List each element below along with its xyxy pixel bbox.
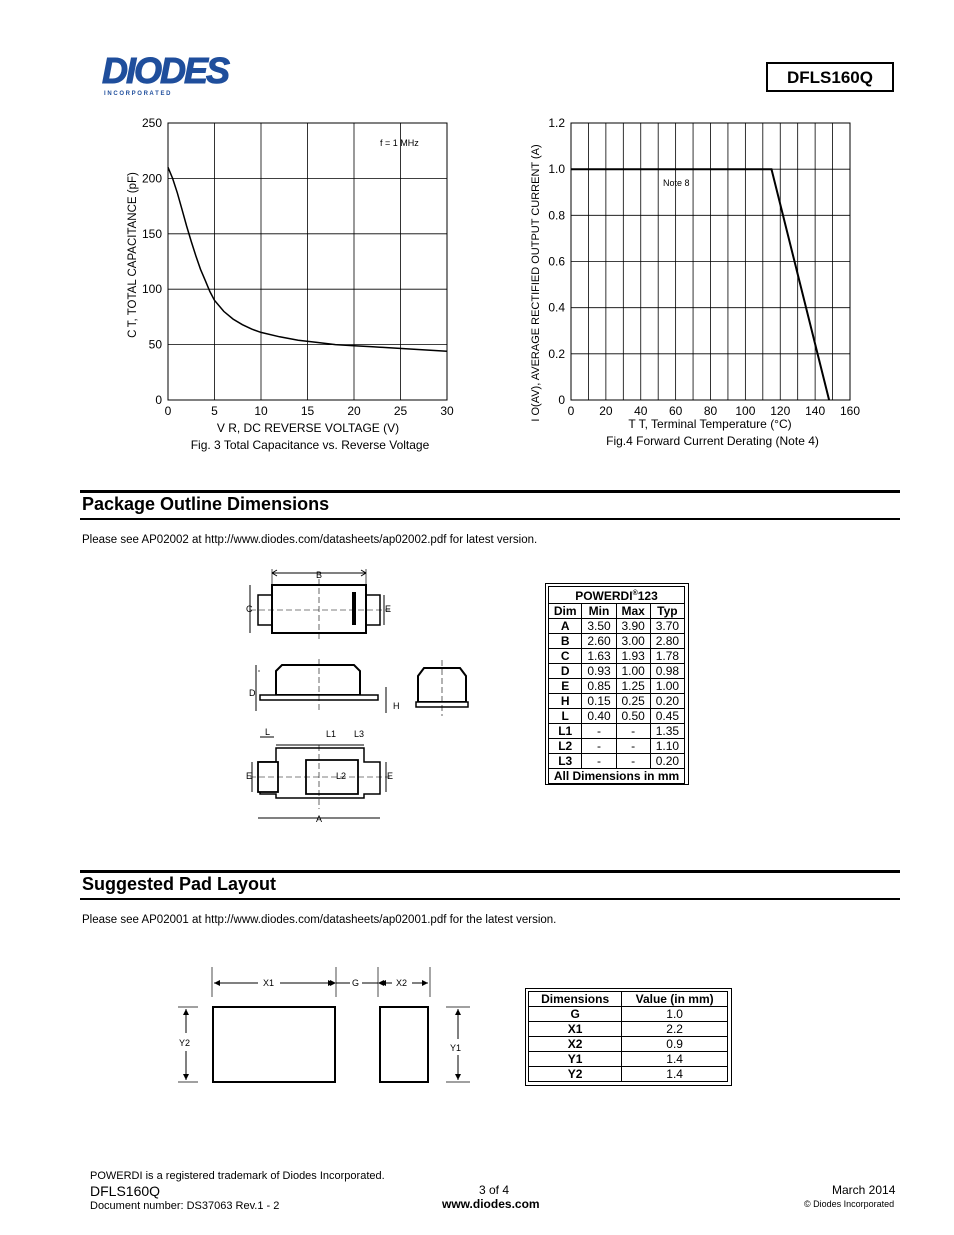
- part-number-box: DFLS160Q: [766, 62, 894, 92]
- package-outline-title: Package Outline Dimensions: [82, 494, 330, 514]
- fig4-x-axis-label: T T, Terminal Temperature (°C): [628, 417, 792, 431]
- package-table-header-cell: Typ: [650, 604, 684, 619]
- fig4-x-tick-label: 20: [599, 404, 613, 418]
- package-table-cell: -: [616, 754, 650, 769]
- pad-table-cell: X1: [529, 1022, 622, 1037]
- package-table-cell: 1.63: [582, 649, 616, 664]
- package-table-cell: 0.15: [582, 694, 616, 709]
- package-table-row: [549, 754, 685, 769]
- package-table-cell: H: [549, 694, 582, 709]
- package-table-cell: E: [549, 679, 582, 694]
- pad-table-cell: 2.2: [622, 1022, 728, 1037]
- pad-table-header-row: [529, 992, 728, 1007]
- dim-label-l3: L3: [354, 729, 365, 739]
- dim-label-l1: L1: [326, 729, 337, 739]
- pad-layout-note: Please see AP02001 at http://www.diodes.com/datasheets/ap02001.pdf for the latest version.: [82, 914, 557, 926]
- footer-date: March 2014: [832, 1183, 896, 1197]
- fig4-x-tick-label: 80: [703, 404, 718, 418]
- dim-label-e-top: E: [385, 604, 392, 614]
- derating-chart: [525, 115, 870, 435]
- package-table-row: [549, 694, 685, 709]
- pad-table-row: [529, 1022, 728, 1037]
- package-table-cell: 1.93: [616, 649, 650, 664]
- package-table-cell: 0.45: [650, 709, 684, 724]
- package-dim-table: [548, 586, 685, 784]
- pad-layout-title: Suggested Pad Layout: [82, 874, 277, 894]
- package-table-cell: -: [582, 724, 616, 739]
- package-table-row: [549, 724, 685, 739]
- package-table-body: [549, 619, 685, 769]
- pad-table-cell: 1.4: [622, 1052, 728, 1067]
- pad-table-header-cell: Value (in mm): [622, 992, 728, 1007]
- package-table-cell: -: [582, 739, 616, 754]
- pad-dimensions-table: [528, 991, 728, 1082]
- fig4-x-tick-label: 40: [634, 404, 648, 418]
- package-table-cell: L3: [549, 754, 582, 769]
- pad-table-row: [529, 1007, 728, 1022]
- package-table-cell: 0.20: [650, 754, 684, 769]
- package-table-cell: 3.00: [616, 634, 650, 649]
- fig3-y-tick-label: 50: [148, 337, 162, 352]
- footer-trademark: POWERDI is a registered trademark of Diodes Incorporated.: [90, 1170, 385, 1182]
- package-table-cell: L2: [549, 739, 582, 754]
- package-table-header-row: [549, 604, 685, 619]
- package-table-cell: D: [549, 664, 582, 679]
- dim-label-e-left: E: [246, 771, 253, 781]
- package-table-cell: 3.70: [650, 619, 684, 634]
- package-table-cell: 3.90: [616, 619, 650, 634]
- fig3-y-tick-label: 200: [141, 171, 162, 186]
- pad-table-cell: 0.9: [622, 1037, 728, 1052]
- section-rule-top: [80, 870, 900, 873]
- diodes-logo: [100, 50, 270, 100]
- fig3-x-tick-label: 30: [440, 404, 454, 418]
- capacitance-chart: [110, 115, 470, 460]
- pad-table-row: [529, 1052, 728, 1067]
- fig4-y-tick-label: 0.4: [548, 300, 565, 315]
- package-table-cell: 0.85: [582, 679, 616, 694]
- package-table-header-cell: Max: [616, 604, 650, 619]
- package-table-cell: 1.35: [650, 724, 684, 739]
- package-table-cell: 1.78: [650, 649, 684, 664]
- package-outline-note: Please see AP02002 at http://www.diodes.com/datasheets/ap02002.pdf for latest version.: [82, 534, 538, 546]
- fig4-annotation: Note 8: [663, 178, 690, 188]
- package-table-cell: L1: [549, 724, 582, 739]
- package-table-cell: 1.00: [616, 664, 650, 679]
- package-table-row: [549, 619, 685, 634]
- pad-table-cell: 1.4: [622, 1067, 728, 1082]
- package-table-cell: 1.25: [616, 679, 650, 694]
- fig4-y-axis-label: I O(AV), AVERAGE RECTIFIED OUTPUT CURRENT (A): [530, 144, 542, 422]
- package-table-cell: -: [616, 739, 650, 754]
- package-table-title-text: POWERDI: [575, 589, 633, 603]
- pad-table-cell: X2: [529, 1037, 622, 1052]
- fig3-y-tick-label: 150: [141, 226, 162, 241]
- fig4-y-tick-label: 0.8: [548, 208, 565, 223]
- fig4-x-tick-label: 120: [770, 404, 791, 418]
- fig4-y-tick-label: 1.2: [548, 116, 565, 130]
- dim-label-d: D: [249, 688, 256, 698]
- package-table-cell: B: [549, 634, 582, 649]
- package-table-header-cell: Dim: [549, 604, 582, 619]
- package-table-row: [549, 634, 685, 649]
- pad-label-x2: X2: [396, 978, 408, 988]
- fig3-x-axis-label: V R, DC REVERSE VOLTAGE (V): [216, 421, 400, 435]
- fig4-x-tick-label: 140: [805, 404, 826, 418]
- package-end-view: [412, 660, 472, 716]
- fig4-y-tick-label: 0.2: [548, 346, 565, 361]
- package-table-cell: 0.20: [650, 694, 684, 709]
- package-table-cell: C: [549, 649, 582, 664]
- logo-subtext: I N C O R P O R A T E D: [104, 91, 171, 97]
- package-table-cell: L: [549, 709, 582, 724]
- package-table-row: [549, 709, 685, 724]
- fig3-grid: [168, 123, 447, 400]
- pad-table-cell: Y2: [529, 1067, 622, 1082]
- fig3-x-tick-label: 0: [164, 404, 172, 418]
- fig4-grid: [571, 123, 850, 400]
- pad-layout-drawing: [170, 965, 480, 1090]
- fig4-x-tick-label: 60: [668, 404, 683, 418]
- pad-table-row: [529, 1067, 728, 1082]
- package-table-footer: All Dimensions in mm: [549, 769, 685, 784]
- fig3-tick-labels: [142, 116, 454, 418]
- dim-label-e-right: E: [387, 771, 394, 781]
- fig4-y-tick-label: 1.0: [548, 162, 565, 177]
- fig3-x-tick-label: 10: [254, 404, 268, 418]
- pad-label-g: G: [352, 978, 360, 988]
- logo-text: DIODES: [102, 50, 229, 91]
- pad-table-row: [529, 1037, 728, 1052]
- footer-part: DFLS160Q: [90, 1183, 161, 1199]
- fig4-caption: Fig.4 Forward Current Derating (Note 4): [606, 434, 819, 448]
- fig3-annotation: f = 1 MHz: [380, 138, 419, 148]
- section-rule-bottom: [80, 898, 900, 900]
- package-table-row: [549, 679, 685, 694]
- fig4-tick-labels: [548, 116, 860, 418]
- package-table-cell: A: [549, 619, 582, 634]
- package-table-cell: 0.50: [616, 709, 650, 724]
- pad-table-cell: Y1: [529, 1052, 622, 1067]
- fig3-x-tick-label: 25: [393, 404, 408, 418]
- pad-label-x1: X1: [263, 978, 275, 988]
- fig3-y-tick-label: 100: [141, 282, 162, 297]
- footer-url[interactable]: www.diodes.com: [442, 1197, 540, 1211]
- package-table-cell: -: [616, 724, 650, 739]
- dim-label-l: L: [265, 727, 271, 737]
- package-table-cell: 2.60: [582, 634, 616, 649]
- fig4-x-tick-label: 0: [567, 404, 575, 418]
- package-table-row: [549, 739, 685, 754]
- package-table-cell: -: [582, 754, 616, 769]
- package-outline-drawing: [240, 565, 410, 827]
- footer-copyright: © Diodes Incorporated: [804, 1199, 895, 1209]
- fig3-caption: Fig. 3 Total Capacitance vs. Reverse Voltage: [190, 438, 430, 452]
- fig4-y-tick-label: 0.6: [548, 254, 565, 269]
- dim-label-h: H: [393, 701, 400, 711]
- fig3-y-tick-label: 250: [141, 116, 162, 130]
- pad-table-header-cell: Dimensions: [529, 992, 622, 1007]
- package-table-cell: 2.80: [650, 634, 684, 649]
- package-table-cell: 3.50: [582, 619, 616, 634]
- dim-label-l2: L2: [336, 771, 347, 781]
- package-table-title-sup: ®: [632, 590, 638, 597]
- package-table-title: [549, 587, 685, 604]
- dim-label-a: A: [316, 814, 323, 824]
- dim-label-b: B: [316, 570, 323, 580]
- package-table-cell: 0.40: [582, 709, 616, 724]
- pad-table-cell: G: [529, 1007, 622, 1022]
- fig3-x-tick-label: 5: [211, 404, 218, 418]
- package-table-cell: 1.00: [650, 679, 684, 694]
- footer-docnum: Document number: DS37063 Rev.1 - 2: [90, 1200, 280, 1212]
- fig4-series-line: [571, 169, 829, 400]
- package-table-cell: 1.10: [650, 739, 684, 754]
- pad-table-cell: 1.0: [622, 1007, 728, 1022]
- package-table-title-suffix: 123: [637, 589, 658, 603]
- fig3-y-axis-label: C T, TOTAL CAPACITANCE (pF): [127, 172, 139, 338]
- package-table-cell: 0.98: [650, 664, 684, 679]
- fig3-x-tick-label: 15: [300, 404, 315, 418]
- fig4-x-tick-label: 160: [839, 404, 861, 418]
- package-table-cell: 0.25: [616, 694, 650, 709]
- fig4-y-tick-label: 0: [558, 393, 565, 407]
- package-table-header-cell: Min: [582, 604, 616, 619]
- footer-page: 3 of 4: [478, 1183, 510, 1197]
- section-rule-bottom: [80, 518, 900, 520]
- section-rule-top: [80, 490, 900, 493]
- package-table-row: [549, 664, 685, 679]
- pad-table-body: [529, 1007, 728, 1082]
- package-table-row: [549, 649, 685, 664]
- pad-label-y1: Y1: [450, 1043, 462, 1053]
- fig3-x-tick-label: 20: [347, 404, 361, 418]
- package-table-cell: 0.93: [582, 664, 616, 679]
- dim-label-c: C: [246, 604, 253, 614]
- fig3-y-tick-label: 0: [155, 393, 162, 407]
- fig4-x-tick-label: 100: [735, 404, 756, 418]
- pad-label-y2: Y2: [179, 1038, 191, 1048]
